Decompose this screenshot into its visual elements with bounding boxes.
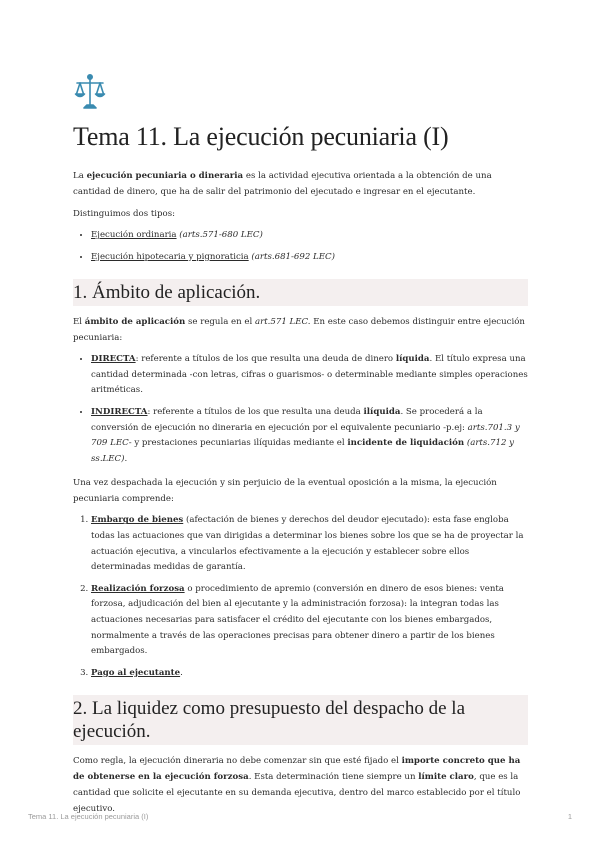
scales-of-justice-icon (74, 72, 106, 112)
page-footer (28, 812, 572, 821)
document-page (73, 72, 528, 823)
ejecucion-kinds-list (73, 352, 528, 467)
page-number: 1 (567, 812, 572, 821)
section-heading-ambito: 1. Ámbito de aplicación. (73, 279, 528, 306)
list-item-pago: 3. Pago al ejecutante. (91, 666, 528, 682)
list-item-embargo: 1. Embargo de bienes (afectación de bienes y derechos del deudor ejecutado): esta fase engloba todas las actuaciones que van dirigidas a determinar los bienes sobre los que se ha de proyectar la actuación ejecutiva, a vincularlos efectivamente a la ejecución y establecer sobre ellos determinadas medidas de garantía. (91, 513, 528, 575)
list-item: • Ejecución ordinaria (arts.571-680 LEC) (91, 228, 528, 244)
section1-paragraph: El ámbito de aplicación se regula en el art.571 LEC. En este caso debemos distinguir entre ejecución pecuniaria: (73, 317, 525, 344)
list-item-realizacion: 2. Realización forzosa o procedimiento de apremio (conversión en dinero de esos bienes: venta forzosa, adjudicación del bien al ejecutante y la administración forzosa): la integran todas las actuaciones necesarias para satisfacer el crédito del ejecutante con los bienes embargados, normalmente a través de las operaciones precisas para obtener dinero a partir de los bienes embargados. (91, 582, 528, 660)
phases-list (73, 513, 528, 681)
list-item-indirecta: • INDIRECTA: referente a títulos de los que resulta una deuda ilíquida. Se procederá a la conversión de ejecución no dineraria en ejecución por el equivalente pecuniario -p.ej: arts.701.3 y 709 LEC- y prestaciones pecuniarias ilíquidas mediante el incidente de liquidación (arts.712 y ss.LEC). (91, 405, 528, 467)
types-list (73, 228, 528, 265)
section2-paragraph: Como regla, la ejecución dineraria no debe comenzar sin que esté fijado el importe concreto que ha de obtenerse en la ejecución forzosa. Esta determinación tiene siempre un límite claro, que es la cantidad que solicite el ejecutante en su demanda ejecutiva, dentro del marco establecido por el título ejecutivo. (73, 756, 521, 815)
page-title: Tema 11. La ejecución pecuniaria (I) (73, 122, 449, 151)
intro-paragraph: La ejecución pecuniaria o dineraria es la actividad ejecutiva orientada a la obtención de una cantidad de dinero, que ha de salir del patrimonio del ejecutado e ingresar en el ejecutante. (73, 171, 492, 197)
list-item-directa: • DIRECTA: referente a títulos de los que resulta una deuda de dinero líquida. El título expresa una cantidad determinada -con letras, cifras o guarismos- o determinable mediante simples operaciones aritméticas. (91, 352, 528, 399)
list-item: • Ejecución hipotecaria y pignoraticia (arts.681-692 LEC) (91, 250, 528, 266)
types-intro: Distinguimos dos tipos: (73, 209, 176, 219)
section1-paragraph-2: Una vez despachada la ejecución y sin perjuicio de la eventual oposición a la misma, la ejecución pecuniaria comprende: (73, 478, 497, 505)
footer-title: Tema 11. La ejecución pecuniaria (I) (28, 812, 149, 821)
section-heading-liquidez: 2. La liquidez como presupuesto del despacho de la ejecución. (73, 695, 528, 745)
